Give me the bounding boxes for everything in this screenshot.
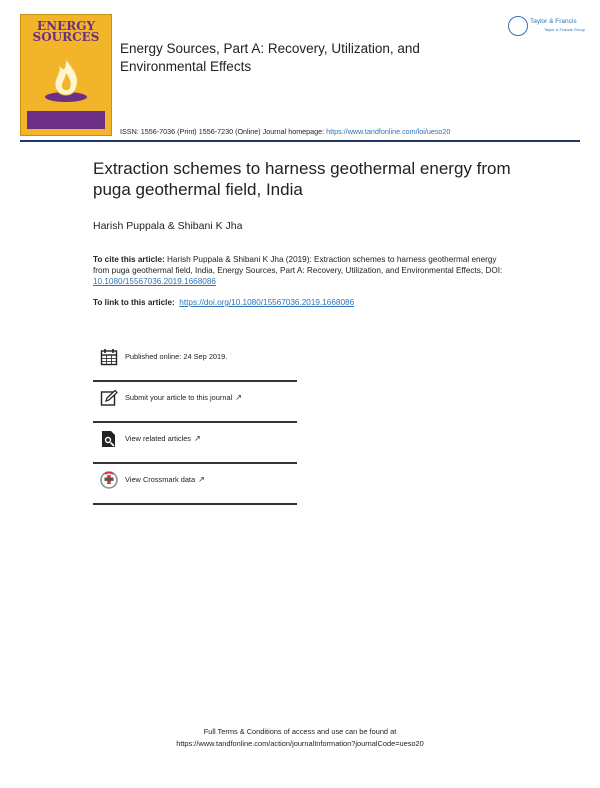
terms-line: Full Terms & Conditions of access and use can be found at (203, 727, 397, 736)
publisher-subname: Taylor & Francis Group (544, 27, 585, 32)
flame-icon (43, 55, 89, 103)
crossmark-link[interactable] (125, 475, 205, 484)
terms-footer (100, 726, 500, 750)
related-articles-icon (100, 430, 118, 448)
citation-text: Harish Puppala & Shibani K Jha (2019): Extraction schemes to harness geothermal energy from puga geothermal field, India, Energy Sources, Part A: Recovery, Utilization, and Environmental Effects, DOI: (93, 255, 503, 275)
journal-cover-image (20, 14, 112, 136)
published-online-row (100, 344, 297, 372)
submit-article-label: Submit your article to this journal (125, 393, 233, 402)
article-title: Extraction schemes to harness geothermal energy from puga geothermal field, India (93, 159, 511, 199)
issn-line (120, 127, 590, 136)
published-online-text: Published online: 24 Sep 2019. (125, 352, 228, 361)
citation-label: To cite this article: (93, 255, 165, 264)
journal-homepage-link[interactable]: https://www.tandfonline.com/loi/ueso20 (326, 127, 451, 136)
submit-article-link[interactable] (125, 393, 242, 402)
article-doi-link[interactable]: https://doi.org/10.1080/15567036.2019.1668086 (179, 298, 355, 307)
related-articles-label: View related articles (125, 434, 191, 443)
action-divider (93, 380, 297, 382)
crossmark-icon (100, 471, 118, 489)
submit-article-row[interactable] (100, 385, 297, 413)
publisher-name: Taylor & Francis (530, 18, 577, 25)
issn-text: ISSN: 1556-7036 (Print) 1556-7230 (Online) Journal homepage: (120, 127, 327, 136)
cover-title-line1: ENERGY (36, 19, 96, 33)
calendar-icon (100, 348, 118, 366)
action-divider (93, 462, 297, 464)
publisher-logo[interactable] (508, 16, 586, 38)
header-divider (20, 140, 580, 142)
external-link-icon: ↗ (235, 393, 242, 402)
external-link-icon: ↗ (194, 434, 201, 443)
external-link-icon: ↗ (198, 475, 205, 484)
cover-title-line2: SOURCES (32, 30, 100, 44)
action-divider (93, 421, 297, 423)
link-label: To link to this article: (93, 298, 175, 307)
article-link-line (93, 298, 523, 307)
related-articles-row[interactable] (100, 426, 297, 454)
publisher-logo-icon (508, 16, 528, 36)
terms-url[interactable]: https://www.tandfonline.com/action/journalInformation?journalCode=ueso20 (176, 739, 424, 748)
crossmark-row[interactable] (100, 467, 297, 495)
journal-title[interactable]: Energy Sources, Part A: Recovery, Utilization, and Environmental Effects (120, 41, 420, 74)
action-divider (93, 503, 297, 505)
cover-title (21, 21, 111, 43)
submit-icon (100, 389, 118, 407)
cover-footer (27, 111, 105, 129)
citation-doi-link[interactable]: 10.1080/15567036.2019.1668086 (93, 277, 216, 286)
related-articles-link[interactable] (125, 434, 201, 443)
citation-block (93, 254, 513, 287)
crossmark-label: View Crossmark data (125, 475, 196, 484)
article-authors: Harish Puppala & Shibani K Jha (93, 220, 243, 232)
